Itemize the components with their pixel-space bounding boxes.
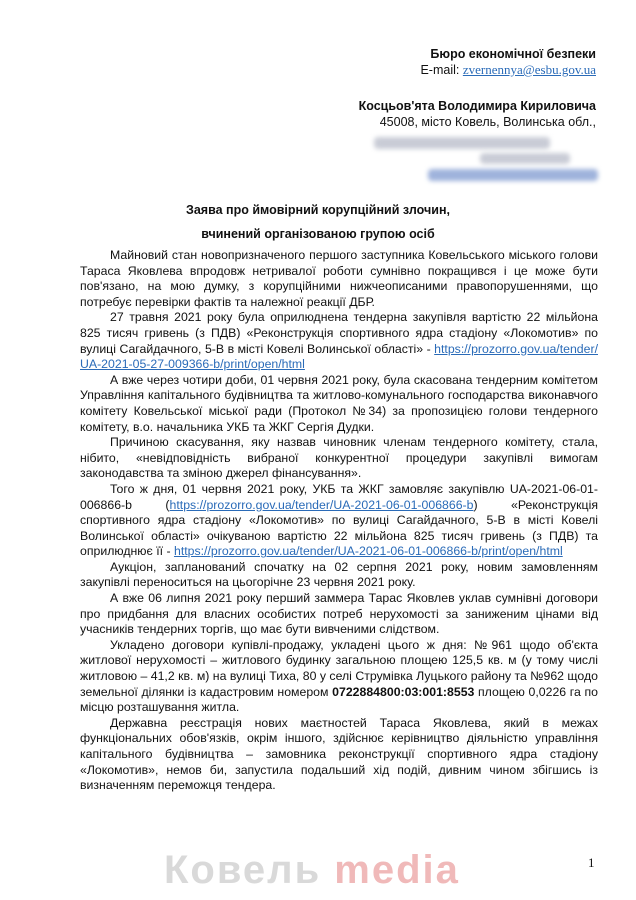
redacted-phone	[374, 137, 550, 149]
paragraph-text: Укладено договори купівлі-продажу, укладені цього ж дня: №961 щодо об'єкта житлової нерухомості – житлового будинку загальною площею 125,5 кв. м (у тому числі житловою – 41,2 кв. м) на вулиці Тиха, 80 у селі Струмівка Луцького району та №962 щодо земельної ділянки із кадастровим номером	[80, 637, 598, 699]
paragraph: Майновий стан новопризначеного першого заступника Ковельського міського голови Тараса Яковлева впродовж нетривалої роботи сумнівно покращився і це може бути пов'язано, на мою думку, з корупційними нижчеописаними правопорушеннями, що потребує перевірки фактів та належної реакції ДБР.	[80, 248, 598, 309]
paragraph-text: Того ж дня, 01 червня 2021 року, УКБ та ЖКГ замовляє закупівлю UA-2021-06-01-006866-b (	[80, 481, 598, 512]
sender-name: Косцьов'ята Володимира Кириловича	[358, 99, 596, 113]
paragraph	[80, 482, 598, 560]
paragraph	[80, 310, 598, 372]
recipient-block	[420, 46, 596, 78]
paragraph-text: площею 0,0226 га по місцю розташування житла.	[80, 684, 598, 715]
tender-link-3[interactable]: https://prozorro.gov.ua/tender/UA-2021-06-01-006866-b/print/open/html	[173, 544, 563, 559]
watermark-part1: Ковель	[164, 848, 322, 892]
paragraph-text: ) «Реконструкція спортивного ядра стадіону «Локомотив» по вулиці Сагайдачного, 5-В в місті Ковелі Волинської області» очікуваною вартістю 22 мільйона 825 тисяч гривень (з ПДВ) та оприлюднює її -	[80, 497, 598, 559]
sender-address: 45008, місто Ковель, Волинська обл.,	[379, 115, 596, 129]
paragraph: Державна реєстрація нових маєтностей Тараса Яковлева, який в межах функціональних обов'язків, окрім іншого, здійснює керівництво діяльністю управління капітального будівництва – замовника реконструкції спортивного ядра стадіону «Локомотив», немов би, запустила подальший хід подій, дивним чином збігшись із визначенням переможця тендера.	[80, 715, 598, 793]
cadastral-number: 0722884800:03:001:8553	[332, 684, 475, 699]
recipient-org: Бюро економічної безпеки	[430, 47, 596, 61]
page-number: 1	[588, 855, 595, 870]
watermark-logo	[164, 848, 460, 893]
paragraph: А вже 06 липня 2021 року перший заммера Тарас Яковлев уклав сумнівні договори про придбання для власних особистих потреб нерухомості за заниженим цінами від учасників тендерних торгів, що має бути вивченими слідством.	[80, 591, 598, 637]
paragraph: А вже через чотири доби, 01 червня 2021 року, була скасована тендерним комітетом Управління капітального будівництва та житлово-комунального господарства виконавчого комітету Ковельської міської ради (Протокол №34) за пропозицією голови тендерного комітету, в.о. начальника УКБ та ЖКГ Сергія Дудки.	[80, 372, 598, 434]
sender-block	[359, 98, 596, 130]
tender-link-2[interactable]: https://prozorro.gov.ua/tender/UA-2021-06-01-006866-b	[169, 497, 474, 512]
paragraph-text: 27 травня 2021 року була оприлюднена тендерна закупівля вартістю 22 мільйона 825 тисяч гривень (з ПДВ) «Реконструкція спортивного ядра стадіону «Локомотив» по вулиці Сагайдачного, 5-В в місті Ковелі Волинської області» -	[80, 310, 598, 356]
paragraph: Причиною скасування, яку назвав чиновник членам тендерного комітету, стала, нібито, «невідповідність вибраної конкурентної процедури закупівлі вимогам законодавства та зміною джерел фінансування».	[80, 435, 598, 481]
paragraph	[80, 638, 598, 716]
tender-link-1[interactable]: https://prozorro.gov.ua/tender/UA-2021-05-27-009366-b/print/open/html	[80, 341, 598, 372]
email-label: E-mail:	[420, 63, 460, 77]
redacted-line	[480, 153, 570, 164]
document-title-line2: вчинений організованою групою осіб	[201, 227, 435, 241]
document-title-line1: Заява про ймовірний корупційний злочин,	[186, 203, 450, 217]
watermark-part2: media	[334, 848, 460, 892]
paragraph: Аукціон, запланований спочатку на 02 серпня 2021 року, новим замовленням закупівлі переноситься на цьогорічне 23 червня 2021 року.	[80, 559, 598, 590]
redacted-email	[428, 169, 598, 181]
document-body	[80, 248, 598, 794]
email-link[interactable]: zvernennya@esbu.gov.ua	[462, 62, 596, 77]
